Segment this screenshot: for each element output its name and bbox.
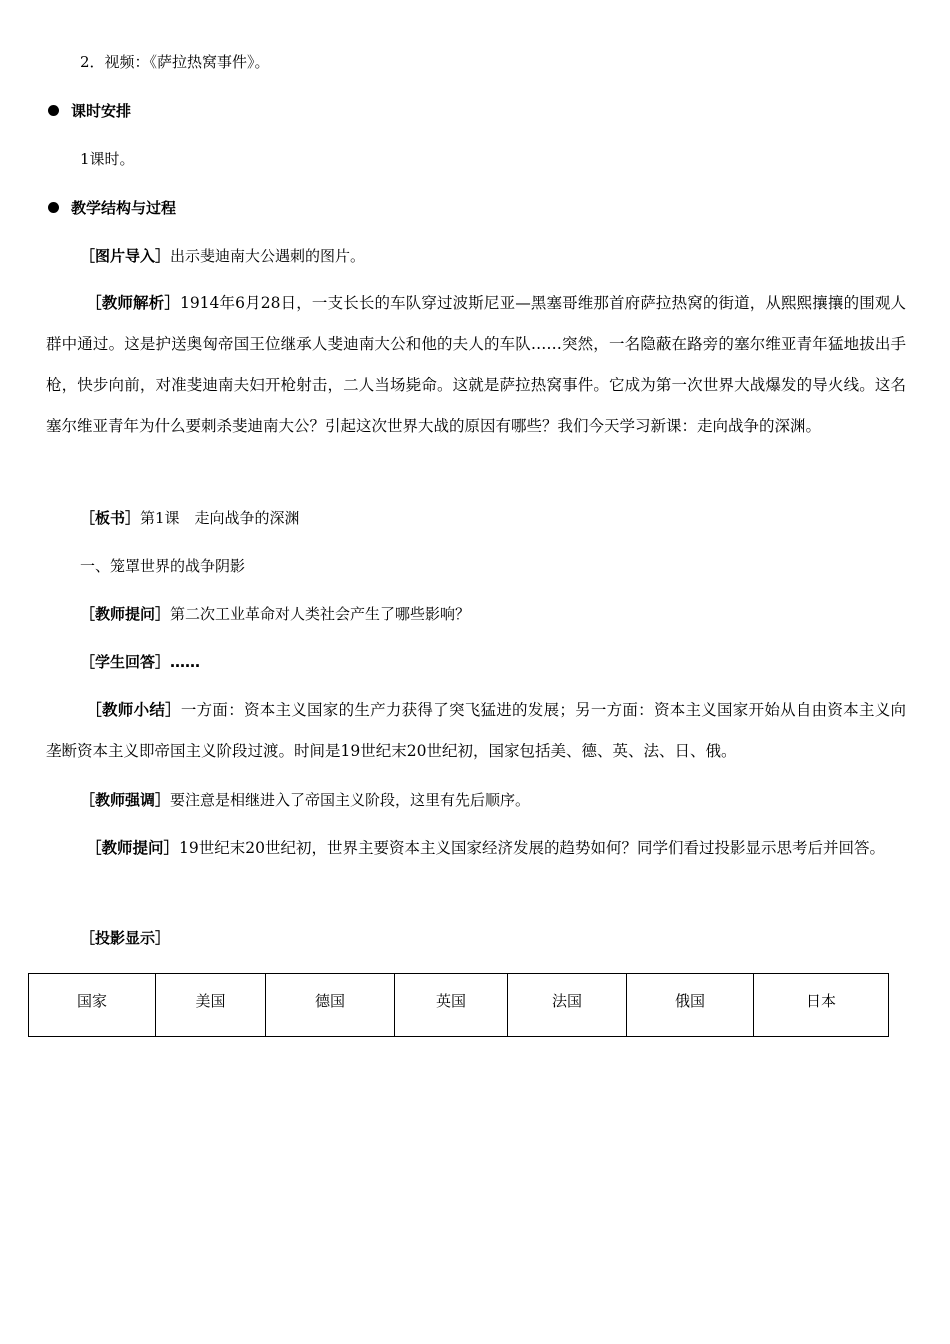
intro-text: 出示斐迪南大公遇刺的图片。 (170, 247, 366, 265)
table-cell: 德国 (266, 974, 395, 1037)
analysis-tag: ［教师解析］ (86, 294, 180, 312)
bullet-icon (48, 105, 59, 116)
board-tag: ［板书］ (80, 509, 141, 527)
intro-tag: ［图片导入］ (80, 247, 171, 265)
video-item: 2．视频：《萨拉热窝事件》。 (80, 53, 270, 71)
board-line (80, 508, 300, 528)
section-one-title: 一、笼罩世界的战争阴影 (80, 557, 246, 575)
board-text: 第1课 走向战争的深渊 (140, 509, 300, 527)
table-cell: 日本 (754, 974, 889, 1037)
answer-text: …… (170, 653, 201, 671)
table-cell: 国家 (29, 974, 156, 1037)
table-cell: 法国 (508, 974, 627, 1037)
analysis-text: 1914年6月28日，一支长长的车队穿过波斯尼亚—黑塞哥维那首府萨拉热窝的街道，从熙熙攘攘的围观人群中通过。这是护送奥匈帝国王位继承人斐迪南大公和他的夫人的车队……突然，一名隐蔽在路旁的塞尔维亚青年猛地拔出手枪，快步向前，对准斐迪南夫妇开枪射击，二人当场毙命。这就是萨拉热窝事件。它成为第一次世界大战爆发的导火线。这名塞尔维亚青年为什么要刺杀斐迪南大公？引起这次世界大战的原因有哪些？我们今天学习新课：走向战争的深渊。 (46, 294, 906, 435)
table-cell: 俄国 (627, 974, 754, 1037)
table-row (29, 974, 889, 1037)
summary-tag: ［教师小结］ (86, 701, 181, 719)
projection-tag: ［投影显示］ (80, 929, 171, 947)
question-one-text: 第二次工业革命对人类社会产生了哪些影响？ (170, 605, 471, 623)
bullet-icon (48, 202, 59, 213)
student-answer (80, 652, 200, 672)
emphasis-tag: ［教师强调］ (80, 791, 171, 809)
schedule-heading: 课时安排 (48, 101, 131, 121)
summary-text: 一方面：资本主义国家的生产力获得了突飞猛进的发展；另一方面：资本主义国家开始从自由资本主义向垄断资本主义即帝国主义阶段过渡。时间是19世纪末20世纪初，国家包括美、德、英、法、日、俄。 (46, 701, 906, 760)
table-cell: 英国 (395, 974, 508, 1037)
projection-table (28, 973, 889, 1037)
question-two-text: 19世纪末20世纪初，世界主要资本主义国家经济发展的趋势如何？同学们看过投影显示思考后并回答。 (179, 839, 885, 857)
summary-paragraph (46, 690, 906, 772)
schedule-value: 1课时。 (80, 150, 135, 168)
table-cell: 美国 (156, 974, 266, 1037)
answer-tag: ［学生回答］ (80, 653, 171, 671)
question-two-tag: ［教师提问］ (86, 839, 180, 857)
question-one-tag: ［教师提问］ (80, 605, 171, 623)
analysis-paragraph (46, 283, 906, 447)
intro-line (80, 246, 365, 266)
emphasis-line (80, 790, 530, 810)
question-two-paragraph (46, 828, 906, 869)
structure-heading: 教学结构与过程 (48, 198, 176, 218)
question-one (80, 604, 470, 624)
emphasis-text: 要注意是相继进入了帝国主义阶段，这里有先后顺序。 (170, 791, 531, 809)
